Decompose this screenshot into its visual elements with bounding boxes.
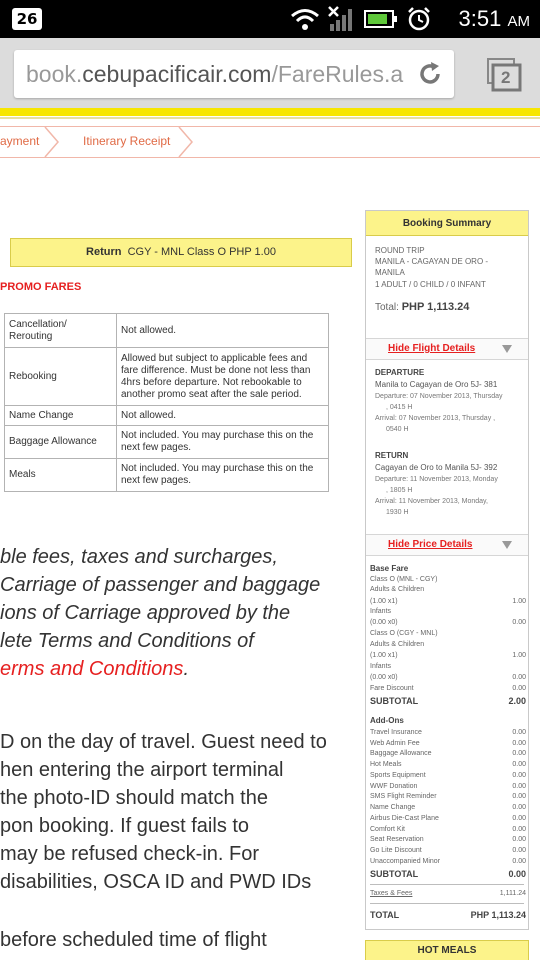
addon-value: 0.00 [512,729,526,736]
addon-value: 0.00 [512,750,526,757]
addon-value: 0.00 [512,761,526,768]
tabs-count: 2 [501,68,511,87]
return-fare-bar [10,238,352,267]
alarm-icon [406,6,432,32]
route-line-2: MANILA [375,268,405,277]
grand-total-value: PHP 1,113.24 [470,910,526,920]
addons-subtotal-row [370,868,526,880]
base-subtotal-row [370,695,526,707]
taxes-fees-row[interactable] [370,889,526,899]
terms-text-line: lete Terms and Conditions of [0,630,254,652]
price-label: (1.00 x1) [370,598,398,605]
price-label: Class O (CGY - MNL) [370,630,438,637]
rule-value: Not allowed. [117,314,329,348]
taxes-fees-value: 1,111.24 [499,890,526,897]
addon-row [370,814,526,824]
price-label: Adults & Children [370,586,425,593]
addon-label: Go Lite Discount [370,847,422,854]
addon-value: 0.00 [512,858,526,865]
booking-summary-title: Booking Summary [366,211,528,236]
subtotal-label: SUBTOTAL [370,869,419,879]
rule-key: Cancellation/ Rerouting [5,314,117,348]
arrival-time-cont: 0540 H [386,426,409,433]
passenger-count: 1 ADULT / 0 CHILD / 0 INFANT [375,280,486,289]
base-fare-title: Base Fare [370,564,409,573]
id-text-line: hen entering the airport terminal [0,759,284,781]
id-text-line: D on the day of travel. Guest need to [0,731,327,753]
terms-text-line [0,655,189,683]
url-domain: cebupacificair.com [82,61,272,87]
table-row [5,426,329,459]
addon-row [370,792,526,802]
rule-key: Name Change [5,406,117,426]
price-details-toggle[interactable] [366,534,528,556]
id-text-line: pon booking. If guest fails to [0,815,250,837]
terms-link[interactable]: erms and Conditions [0,658,184,680]
rule-value: Not included. You may purchase this on the next few pages. [117,459,329,492]
wifi-icon [290,7,320,31]
price-label: Infants [370,663,392,670]
breadcrumb [0,126,540,158]
addon-value: 0.00 [512,826,526,833]
booking-summary-panel [365,210,529,930]
fare-rules-table [4,313,329,492]
flight-time-text-line: before scheduled time of flight [0,929,267,951]
departure-route: Manila to Cagayan de Oro 5J- 381 [375,380,498,389]
addon-label: Travel Insurance [370,729,422,736]
return-info: CGY - MNL Class O PHP 1.00 [127,246,276,258]
price-label: (0.00 x0) [370,619,398,626]
url-text[interactable] [26,61,406,88]
return-title: RETURN [375,451,409,460]
terms-text-line: ble fees, taxes and surcharges, [0,546,278,568]
price-label: (0.00 x0) [370,674,398,681]
addon-row [370,771,526,781]
addon-label: Seat Reservation [370,836,424,843]
addon-label: Comfort Kit [370,826,406,833]
return-arrival-time: Arrival: 11 November 2013, Monday, [375,498,488,505]
terms-text-line: ions of Carriage approved by the [0,602,291,624]
addon-value: 0.00 [512,793,526,800]
addon-label: Sports Equipment [370,772,426,779]
grand-total-row [370,909,526,921]
addon-label: Unaccompanied Minor [370,858,441,865]
price-label: Class O (MNL - CGY) [370,576,438,583]
id-text-line: may be refused check-in. For [0,843,259,865]
terms-text-line: Carriage of passenger and baggage [0,574,321,596]
addon-label: Name Change [370,804,416,811]
clock [459,7,530,34]
addon-value: 0.00 [512,836,526,843]
breadcrumb-itinerary-receipt[interactable]: Itinerary Receipt [83,134,171,148]
summary-total [375,301,469,313]
id-text-line: disabilities, OSCA ID and PWD IDs [0,871,312,893]
clock-ampm: AM [507,13,530,30]
table-row [5,348,329,406]
rule-value: Not allowed. [117,406,329,426]
addon-value: 0.00 [512,772,526,779]
route-line-1: MANILA - CAGAYAN DE ORO - [375,257,489,266]
hide-price-details-link[interactable]: Hide Price Details [388,539,473,550]
chevron-down-icon[interactable] [502,541,512,549]
flight-details-toggle[interactable] [366,338,528,360]
taxes-fees-link[interactable]: Taxes & Fees [370,890,413,897]
subtotal-label: SUBTOTAL [370,696,419,706]
addon-value: 0.00 [512,847,526,854]
divider [370,884,524,885]
status-icons [290,6,432,32]
tabs-button[interactable] [486,58,522,92]
brand-stripe [0,108,540,116]
price-row [370,662,526,672]
return-route: Cagayan de Oro to Manila 5J- 392 [375,463,498,472]
price-value: 0.00 [512,674,526,681]
price-label: Infants [370,608,392,615]
addon-value: 0.00 [512,740,526,747]
divider [0,117,540,119]
notification-badge: 26 [12,8,42,30]
browser-toolbar [0,38,540,108]
return-label: Return [86,246,122,258]
grand-total-label: TOTAL [370,910,400,920]
addon-label: Hot Meals [370,761,402,768]
rule-value: Not included. You may purchase this on the next few pages. [117,426,329,459]
status-bar [0,0,540,38]
price-label: Fare Discount [370,685,414,692]
promo-fares-title: PROMO FARES [0,281,82,293]
price-value: 1.00 [512,598,526,605]
addon-row [370,803,526,813]
table-row [5,314,329,348]
price-value: 1.00 [512,652,526,659]
addon-row [370,846,526,856]
trip-type: ROUND TRIP [375,246,425,255]
addon-label: Web Admin Fee [370,740,420,747]
chevron-down-icon[interactable] [502,345,512,353]
addon-row [370,749,526,759]
departure-time-cont: , 0415 H [386,404,413,411]
reload-icon[interactable] [416,60,444,88]
battery-icon [364,9,398,29]
addon-row [370,825,526,835]
subtotal-value: 2.00 [508,696,526,706]
addon-row [370,782,526,792]
price-row [370,651,526,661]
chevron-right-icon [44,127,60,157]
price-row [370,629,526,639]
addon-row [370,835,526,845]
terms-period: . [183,658,189,680]
addon-row [370,760,526,770]
price-row [370,607,526,617]
divider [370,903,524,904]
addon-row [370,728,526,738]
summary-total-value: PHP 1,113.24 [401,301,470,313]
addon-value: 0.00 [512,815,526,822]
departure-time: Departure: 07 November 2013, Thursday [375,393,503,400]
addon-value: 0.00 [512,804,526,811]
price-row [370,597,526,607]
rule-value: Allowed but subject to applicable fees and fare difference. Must be done not less than 4hrs before departure. Not rebookable to another promo seat after the sale period. [117,348,329,406]
addon-row [370,739,526,749]
addon-label: WWF Donation [370,783,418,790]
id-text-line: the photo-ID should match the [0,787,268,809]
price-label: (1.00 x1) [370,652,398,659]
price-row [370,618,526,628]
address-bar[interactable] [14,50,454,98]
summary-total-label: Total: [375,302,399,313]
price-row [370,684,526,694]
table-row [5,459,329,492]
addon-row [370,857,526,867]
rule-key: Rebooking [5,348,117,406]
return-arrival-time-cont: 1930 H [386,509,409,516]
price-row [370,585,526,595]
price-row [370,673,526,683]
return-departure-time: Departure: 11 November 2013, Monday [375,476,498,483]
addon-label: Airbus Die-Cast Plane [370,815,439,822]
url-path: /FareRules.a [271,61,404,87]
rule-key: Baggage Allowance [5,426,117,459]
price-row [370,575,526,585]
clock-time: 3:51 [458,6,502,31]
subtotal-value: 0.00 [508,869,526,879]
addon-value: 0.00 [512,783,526,790]
price-value: 0.00 [512,619,526,626]
arrival-time: Arrival: 07 November 2013, Thursday , [375,415,496,422]
rule-key: Meals [5,459,117,492]
price-value: 0.00 [512,685,526,692]
chevron-right-icon [178,127,194,157]
url-prefix: book. [26,61,83,87]
price-label: Adults & Children [370,641,425,648]
return-departure-time-cont: , 1805 H [386,487,413,494]
price-row [370,640,526,650]
hot-meals-header: HOT MEALS [365,940,529,960]
breadcrumb-payment[interactable]: ayment [0,134,40,148]
addons-title: Add-Ons [370,716,404,725]
departure-title: DEPARTURE [375,368,425,377]
signal-icon [328,6,356,32]
addon-label: SMS Flight Reminder [370,793,437,800]
hide-flight-details-link[interactable]: Hide Flight Details [388,343,476,354]
addon-label: Baggage Allowance [370,750,432,757]
table-row [5,406,329,426]
